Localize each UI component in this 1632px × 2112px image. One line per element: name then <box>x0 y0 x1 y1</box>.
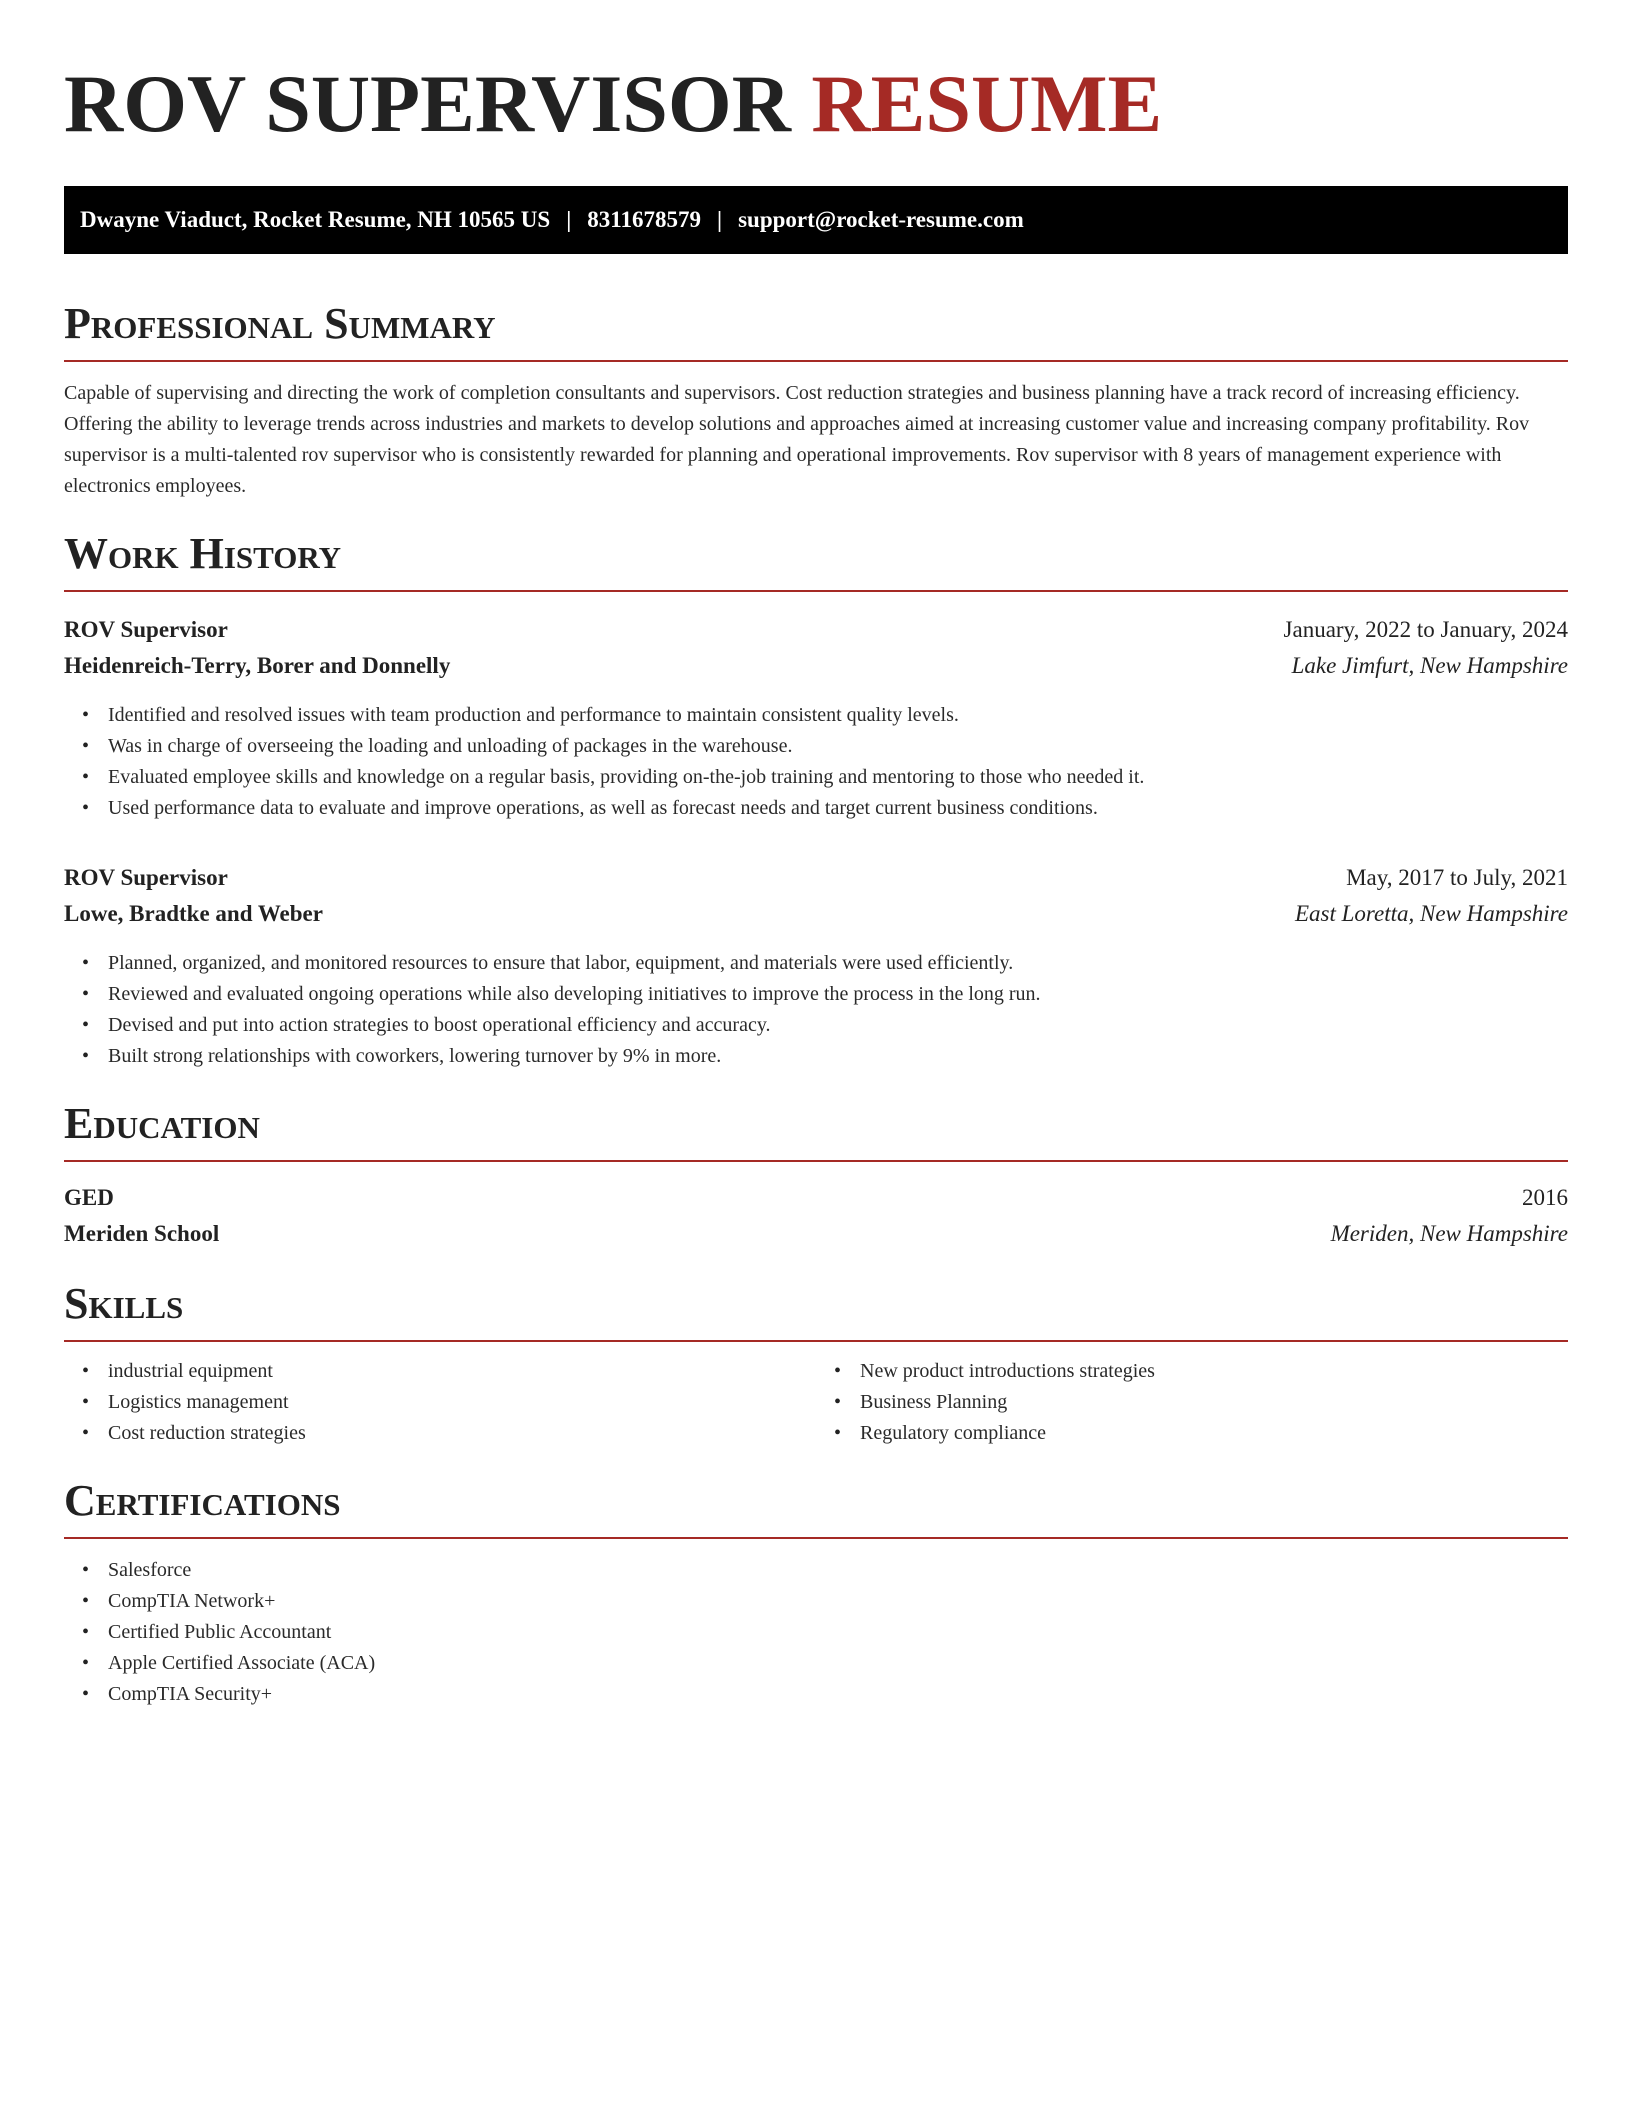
contact-address: Dwayne Viaduct, Rocket Resume, NH 10565 US <box>80 207 551 232</box>
summary-text: Capable of supervising and directing the work of completion consultants and supervisors. Cost reduction strategies and business planning have a track record of increasing efficiency. Offering the ability to leverage trends across industries and markets to develop solutions and approaches aimed at increasing customer value and increasing company profitability. Rov supervisor is a multi-talented rov supervisor who is consistently rewarded for planning and operational improvements. Rov supervisor with 8 years of management experience with electronics employees. <box>64 382 1530 497</box>
education-degree: GED <box>64 1185 114 1210</box>
skill-item: • Business Planning <box>860 1387 1568 1418</box>
job-bullet: • Identified and resolved issues with team production and performance to maintain consistent quality levels. <box>108 700 1568 731</box>
job-company: Lowe, Bradtke and Weber <box>64 901 323 926</box>
certification-item: • Salesforce <box>108 1555 1568 1586</box>
education-degree-row <box>64 1180 1568 1216</box>
job-title: ROV Supervisor <box>64 617 228 642</box>
summary-heading: Professional Summary <box>64 298 1568 362</box>
title-accent: RESUME <box>811 58 1163 149</box>
job-entry <box>64 612 1568 824</box>
education-school: Meriden School <box>64 1221 220 1246</box>
skill-item: • Logistics management <box>108 1387 816 1418</box>
job-bullet: • Planned, organized, and monitored resources to ensure that labor, equipment, and materials were used efficiently. <box>108 948 1568 979</box>
job-location: Lake Jimfurt, New Hampshire <box>1291 653 1568 678</box>
certification-item: • CompTIA Network+ <box>108 1586 1568 1617</box>
skills-list-right <box>816 1356 1568 1449</box>
job-title-row <box>64 612 1568 648</box>
job-title: ROV Supervisor <box>64 865 228 890</box>
skills-grid <box>64 1356 1568 1449</box>
skills-list-left <box>64 1356 816 1449</box>
work-history-heading: Work History <box>64 528 1568 592</box>
resume-title <box>64 56 1568 152</box>
job-bullet: • Evaluated employee skills and knowledge on a regular basis, providing on-the-job training and mentoring to those who needed it. <box>108 762 1568 793</box>
job-bullet: • Was in charge of overseeing the loading and unloading of packages in the warehouse. <box>108 731 1568 762</box>
education-location: Meriden, New Hampshire <box>1330 1221 1568 1246</box>
job-company: Heidenreich-Terry, Borer and Donnelly <box>64 653 451 678</box>
job-bullets <box>64 700 1568 824</box>
job-bullets <box>64 948 1568 1072</box>
job-title-row <box>64 860 1568 896</box>
job-dates: January, 2022 to January, 2024 <box>1283 617 1568 642</box>
job-dates: May, 2017 to July, 2021 <box>1346 865 1568 890</box>
skill-item: • New product introductions strategies <box>860 1356 1568 1387</box>
certifications-heading: Certifications <box>64 1475 1568 1539</box>
skills-heading: Skills <box>64 1278 1568 1342</box>
skill-item: • industrial equipment <box>108 1356 816 1387</box>
skill-item: • Regulatory compliance <box>860 1418 1568 1449</box>
education-heading: Education <box>64 1098 1568 1162</box>
education-year: 2016 <box>1522 1185 1568 1210</box>
contact-separator: | <box>717 207 723 232</box>
title-main: ROV SUPERVISOR <box>64 58 791 149</box>
certifications-list <box>64 1555 1568 1710</box>
job-company-row <box>64 648 1568 684</box>
contact-bar <box>64 186 1568 254</box>
certification-item: • Apple Certified Associate (ACA) <box>108 1648 1568 1679</box>
education-entry <box>64 1180 1568 1252</box>
job-company-row <box>64 896 1568 932</box>
contact-email: support@rocket-resume.com <box>738 207 1024 232</box>
education-school-row <box>64 1216 1568 1252</box>
certification-item: • CompTIA Security+ <box>108 1679 1568 1710</box>
job-bullet: • Reviewed and evaluated ongoing operations while also developing initiatives to improve the process in the long run. <box>108 979 1568 1010</box>
job-entry <box>64 860 1568 1072</box>
certification-item: • Certified Public Accountant <box>108 1617 1568 1648</box>
job-bullet: • Built strong relationships with coworkers, lowering turnover by 9% in more. <box>108 1041 1568 1072</box>
skill-item: • Cost reduction strategies <box>108 1418 816 1449</box>
job-bullet: • Used performance data to evaluate and improve operations, as well as forecast needs and target current business conditions. <box>108 793 1568 824</box>
job-location: East Loretta, New Hampshire <box>1294 901 1568 926</box>
contact-separator: | <box>566 207 572 232</box>
job-bullet: • Devised and put into action strategies to boost operational efficiency and accuracy. <box>108 1010 1568 1041</box>
contact-phone: 8311678579 <box>587 207 702 232</box>
